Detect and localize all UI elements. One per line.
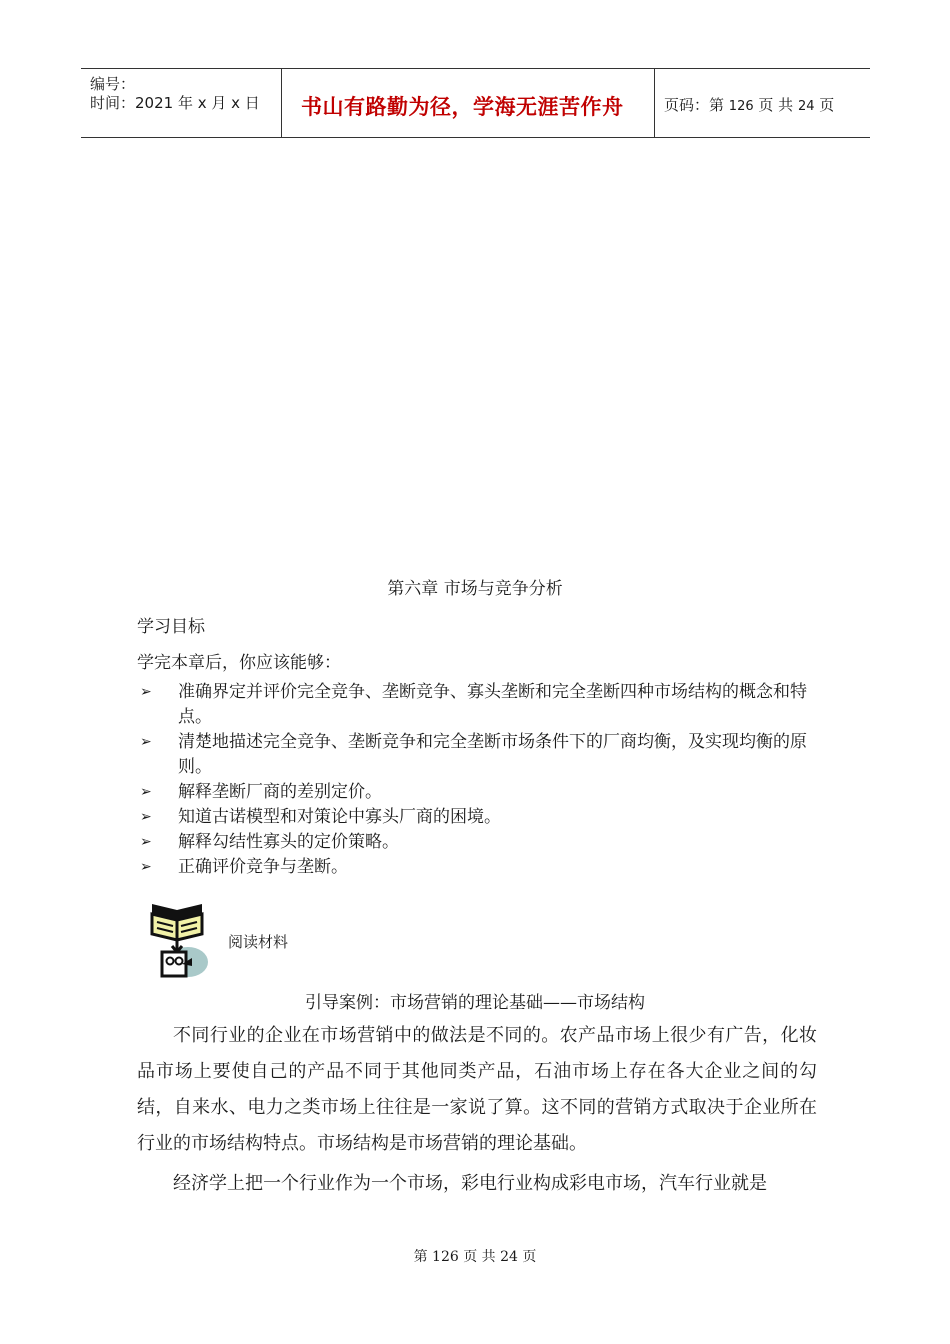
page-total: 24 xyxy=(797,99,815,114)
motto: 书山有路勤为径，学海无涯苦作舟 xyxy=(301,95,624,119)
arrow-bullet-icon: ➢ xyxy=(140,834,152,850)
list-item: ➢ 准确界定并评价完全竞争、垄断竞争、寡头垄断和完全垄断四种市场结构的概念和特点。 xyxy=(140,682,807,727)
number-label: 编号： xyxy=(90,75,136,93)
arrow-bullet-icon: ➢ xyxy=(140,859,152,875)
header-page-info xyxy=(664,94,834,115)
arrow-bullet-icon: ➢ xyxy=(140,784,152,800)
case-title: 引导案例：市场营销的理论基础——市场结构 xyxy=(305,993,645,1013)
objectives-list xyxy=(140,680,830,880)
page-suffix: 页 xyxy=(819,96,835,114)
header-meta xyxy=(81,69,282,137)
list-item: ➢ 解释勾结性寡头的定价策略。 xyxy=(140,830,830,855)
arrow-bullet-icon: ➢ xyxy=(140,734,152,750)
header-page-cell xyxy=(654,69,870,137)
list-item: ➢ 正确评价竞争与垄断。 xyxy=(140,855,830,880)
objectives-intro: 学完本章后，你应该能够： xyxy=(137,653,341,673)
list-item: ➢ 清楚地描述完全竞争、垄断竞争和完全垄断市场条件下的厂商均衡，及实现均衡的原则。 xyxy=(140,732,807,777)
arrow-bullet-icon: ➢ xyxy=(140,684,152,700)
book-reader-icon xyxy=(148,900,210,980)
arrow-bullet-icon: ➢ xyxy=(140,809,152,825)
list-item: ➢ 解释垄断厂商的差别定价。 xyxy=(140,780,830,805)
reading-label: 阅读材料 xyxy=(228,933,289,951)
page-prefix: 页码：第 xyxy=(664,96,725,114)
list-item: ➢ 知道古诺模型和对策论中寡头厂商的困境。 xyxy=(140,805,830,830)
time-line: 时间：2021 年 x 月 x 日 xyxy=(90,94,260,112)
case-paragraph: 不同行业的企业在市场营销中的做法是不同的。农产品市场上很少有广告，化妆品市场上要使自己的产品不同于其他同类产品，石油市场上存在各大企业之间的勾结，自来水、电力之类市场上往往是一家说了算。这不同的营销方式取决于企业所在行业的市场结构特点。市场结构是市场营销的理论基础。 xyxy=(137,1025,817,1154)
objectives-heading: 学习目标 xyxy=(137,617,205,637)
page-footer: 第 126 页 共 24 页 xyxy=(413,1249,537,1265)
case-paragraph: 经济学上把一个行业作为一个市场，彩电行业构成彩电市场，汽车行业就是 xyxy=(173,1173,767,1194)
page-mid: 页 共 xyxy=(758,96,794,114)
page-current: 126 xyxy=(728,99,754,114)
chapter-title: 第六章 市场与竞争分析 xyxy=(387,579,563,599)
header-motto-cell xyxy=(281,69,655,137)
page-header xyxy=(81,68,870,138)
